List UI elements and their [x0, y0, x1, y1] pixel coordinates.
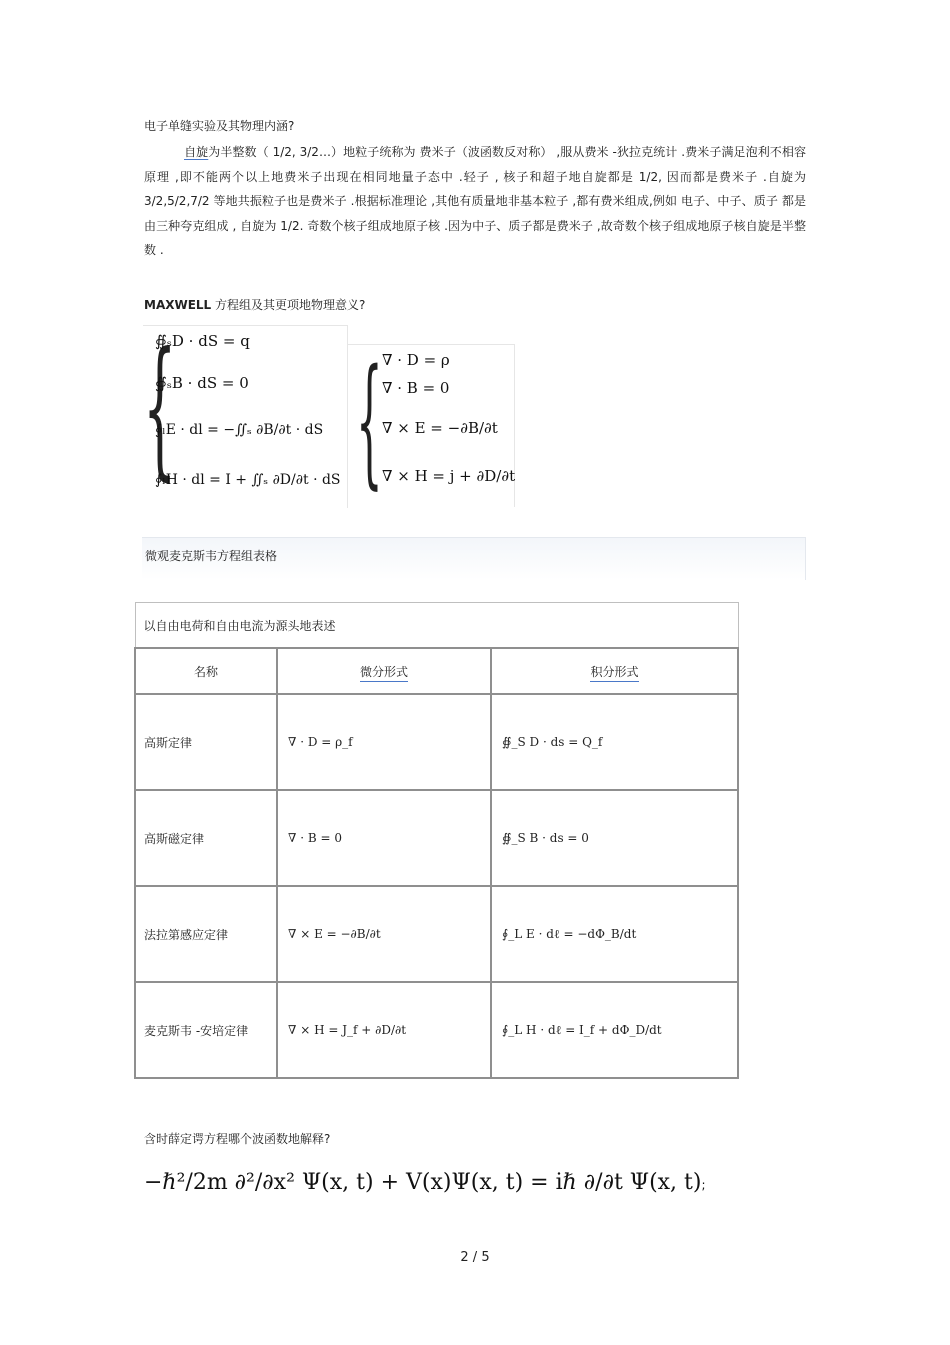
diff-eq-4: ∇ × H = j + ∂D/∂t: [382, 467, 516, 485]
section1-body: 为半整数（ 1/2, 3/2…）地粒子统称为 费米子（波函数反对称） ,服从费米 -狄拉克统计 .费米子满足泡利不相容原理 ,即不能两个以上地费米子出现在相同地量子态中 .轻子 , 核子和超子地自旋都是 1/2, 因而都是费米子 .自旋为 3/2,5/2,7/2 等地共振粒子也是费米子 .根据标准理论 ,其他有质量地非基本粒子 ,都有费米组成,例如 电子、中子、质子 都是由三种夸克组成 , 自旋为 1/2. 奇数个核子组成地原子核 .因为中子、质子都是费米子 ,故奇数个核子组成地原子核自旋是半整数 .: [144, 145, 806, 257]
formula-integral: ∮_L H · dℓ = I_f + dΦ_D/dt: [491, 982, 738, 1078]
formula-differential: ∇ × H = J_f + ∂D/∂t: [277, 982, 491, 1078]
law-name: 高斯定律: [135, 694, 277, 790]
section4-title: 含时薛定谔方程哪个波函数地解释?: [144, 1132, 331, 1146]
maxwell-integral-image: [143, 321, 348, 508]
law-name: 麦克斯韦 -安培定律: [135, 982, 277, 1078]
left-brace-icon: {: [143, 321, 177, 495]
formula-differential: ∇ × E = −∂B/∂t: [277, 886, 491, 982]
integral-eq-2: ∯ₛB · dS = 0: [155, 374, 249, 392]
table-row: [135, 790, 738, 886]
maxwell-table: [134, 602, 739, 1079]
law-name: 高斯磁定律: [135, 790, 277, 886]
table-row: [135, 886, 738, 982]
section2-title-bold: MAXWELL: [144, 298, 212, 312]
table-caption: 以自由电荷和自由电流为源头地表述: [135, 603, 738, 649]
law-name: 法拉第感应定律: [135, 886, 277, 982]
section2-title: [144, 293, 365, 318]
header-name: 名称: [135, 648, 277, 694]
section2-title-rest: 方程组及其更项地物理意义?: [211, 298, 366, 312]
header-integral[interactable]: 积分形式: [491, 648, 738, 694]
schrodinger-equation: [144, 1170, 706, 1195]
section1-title: 电子单缝实验及其物理内涵?: [144, 119, 295, 133]
formula-integral: ∮_L E · dℓ = −dΦ_B/dt: [491, 886, 738, 982]
table-banner: [142, 537, 806, 580]
integral-eq-4: ∮ₗH · dl = I + ∬ₛ ∂D/∂t · dS: [155, 472, 341, 488]
schrodinger-formula: −ℏ²/2m ∂²/∂x² Ψ(x, t) + V(x)Ψ(x, t) = iℏ ∂/∂t Ψ(x, t): [144, 1170, 702, 1195]
diff-eq-1: ∇ · D = ρ: [382, 351, 450, 369]
table-row: [135, 982, 738, 1078]
formula-differential: ∇ · B = 0: [277, 790, 491, 886]
header-differential[interactable]: 微分形式: [277, 648, 491, 694]
maxwell-differential-image: [348, 340, 516, 507]
spin-link[interactable]: 自旋: [184, 145, 209, 159]
left-brace-icon: {: [356, 340, 383, 503]
table-row: [135, 694, 738, 790]
page-number: 2 / 5: [460, 1250, 490, 1265]
formula-differential: ∇ · D = ρ_f: [277, 694, 491, 790]
diff-eq-2: ∇ · B = 0: [382, 379, 450, 397]
formula-integral: ∯_S D · ds = Q_f: [491, 694, 738, 790]
banner-title: 微观麦克斯韦方程组表格: [145, 549, 278, 563]
diff-eq-3: ∇ × E = −∂B/∂t: [382, 419, 498, 437]
section1-paragraph: [144, 140, 806, 263]
integral-eq-1: ∯ₛD · dS = q: [155, 332, 250, 350]
equation-semicolon: ;: [701, 1178, 706, 1192]
formula-integral: ∯_S B · ds = 0: [491, 790, 738, 886]
integral-eq-3: ∮ₗE · dl = −∬ₛ ∂B/∂t · dS: [155, 422, 324, 438]
